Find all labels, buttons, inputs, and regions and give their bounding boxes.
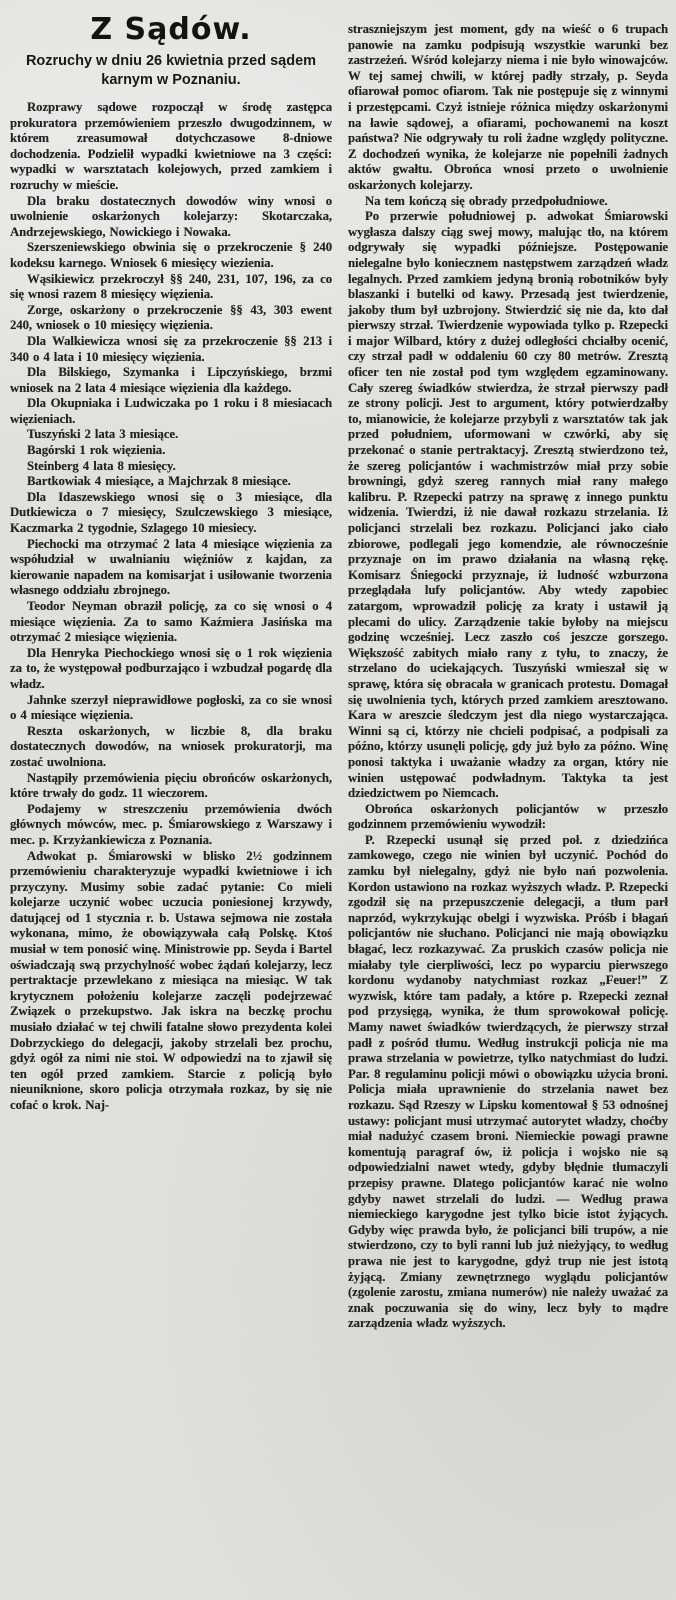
- paragraph: Bartkowiak 4 miesiące, a Majchrzak 8 miesiące.: [27, 474, 291, 489]
- paragraph: Dla Bilskiego, Szymanka i Lipczyńskiego, brzmi wniosek na 2 lata 4 miesiące więzienia dla każdego.: [10, 365, 332, 395]
- left-column: [10, 0, 332, 1114]
- paragraph: Rozprawy sądowe rozpoczął w środę zastępca prokuratora przemówieniem przeszło dwugodzinnem, w którem zreasumował dotychczasowe 8-dniowe dochodzenia. Podzielił wypadki kwietniowe na 3 części: wypadki w warsztatach kolejowych, przed zamkiem i rozruchy w mieście.: [10, 100, 332, 192]
- paragraph: Adwokat p. Śmiarowski w blisko 2½ godzinnem przemówieniu charakteryzuje wypadki kwietniowe i ich przyczyny. Musimy sobie zadać pytanie: Co mieli kolejarze uczynić wobec uczucia poniesionej krzywdy, datującej od 1 stycznia r. b. Ustawa sejmowa nie została wykonana, mimo, że obowiązywała całą Polskę. Ktoś musiał w tem ponosić winę. Ministrowie pp. Seyda i Bartel oświadczają swą przychylność wobec żądań kolejarzy, lecz pertraktacje przewlekano z miesiąca na miesiąc. W tak krytycznem położeniu kolejarze zaczęli podejrzewać Związek o przekupstwo. Jak iskra na beczkę prochu musiało działać w tej chwili fatalne słowo prezydenta kolei Dobrzyckiego do delegacji, jakoby strzelali bez prochu, gdyż ogół za nimi nie stoi. W odpowiedzi na to zjawił się ten ogół przed zamkiem. Starcie z policją było nieuniknione, skoro policja otrzymała rozkaz, by się nie cofać o krok. Naj-: [10, 848, 332, 1112]
- paragraph: Dla Henryka Piechockiego wnosi się o 1 rok więzienia za to, że występował podburzająco i wzbudzał pogardę dla władz.: [10, 645, 332, 691]
- paragraph: Dla Okupniaka i Ludwiczaka po 1 roku i 8 miesiacach więzieniach.: [10, 396, 332, 426]
- paragraph: Jahnke szerzył nieprawidłowe pogłoski, za co sie wnosi o 4 miesiące więzienia.: [10, 692, 332, 723]
- paragraph: Zorge, oskarżony o przekroczenie §§ 43, 303 ewent 240, wniosek o 10 miesięcy więzienia.: [10, 302, 332, 333]
- paragraph: Steinberg 4 lata 8 miesięcy.: [27, 458, 176, 473]
- paragraph: Wąsikiewicz przekroczył §§ 240, 231, 107, 196, za co się wnosi razem 8 miesięcy więzienia.: [10, 271, 332, 302]
- paragraph: Nastąpiły przemówienia pięciu obrońców oskarżonych, które trwały do godz. 11 wieczorem.: [10, 770, 332, 801]
- article-title: Z Sądów.: [90, 12, 252, 47]
- article-subtitle: Rozruchy w dniu 26 kwietnia przed sądem karnym w Poznaniu.: [25, 53, 317, 88]
- paragraph: Dla Idaszewskiego wnosi się o 3 miesiące, dla Dutkiewicza o 7 miesięcy, Szulczewskiego 3 miesiące, Kaczmarka 2 tygodnie, Szlagego 10 miesiecy.: [10, 489, 332, 536]
- paragraph-continuation: straszniejszym jest moment, gdy na wieść o 6 trupach panowie na zamku podpisują wszystkie warunki bez zastrzeżeń. Wśród kolejarzy niema i nie było winowajców. W tej samej chwili, w której padły strzały, p. Seyda ofiarował pomoc ofiarom. Tak nie postępuje się z winnymi i przestępcami. Czyż istnieje różnica między oskarżonymi na ławie sądowej, a ofiarami, pochowanemi na koszt państwa? Nie odgrywały tu roli żadne względy polityczne. Z dochodzeń wynika, że kolejarze nie popełnili żadnych aktów gwałtu. Obrońca wnosi przeto o uwolnienie oskarżonych kolejarzy.: [348, 22, 668, 192]
- paragraph: Teodor Neyman obraził policję, za co się wnosi o 4 miesiące więzienia. Za to samo Kaźmiera Jasińska ma otrzymać 2 miesiące więzienia.: [10, 599, 332, 645]
- paragraph: Piechocki ma otrzymać 2 lata 4 miesiące więzienia za współudział w uwalnianiu więźniów z kajdan, za kierowanie napadem na komisarjat i usiłowanie tworzenia własnego oddziału zbrojnego.: [10, 536, 332, 598]
- paragraph: Dla braku dostatecznych dowodów winy wnosi o uwolnienie oskarżonych kolejarzy: Skotarczaka, Andrzejewskiego, Nowickiego i Nowaka.: [10, 193, 332, 239]
- paragraph: Reszta oskarżonych, w liczbie 8, dla braku dostatecznych dowodów, na wniosek prokuratorji, ma zostać uwolniona.: [10, 723, 332, 769]
- paragraph: Bagórski 1 rok więzienia.: [27, 443, 166, 458]
- paragraph: Podajemy w streszczeniu przemówienia dwóch głównych mówców, mec. p. Śmiarowskiego z Warszawy i mec. p. Krzyżankiewicza z Poznania.: [10, 801, 332, 847]
- paragraph: Obrońca oskarżonych policjantów w przeszło godzinnem przemówieniu wywodził:: [348, 801, 668, 832]
- paragraph: Na tem kończą się obrady przedpołudniowe.: [365, 193, 608, 208]
- right-column: [348, 22, 668, 1332]
- paragraph: P. Rzepecki usunął się przed poł. z dziedzińca zamkowego, czego nie winien był uczynić. Pochód do zamku był nielegalny, gdyż nie było nań pozwolenia. Kordon ustawiono na rozkaz wyższych władz. P. Rzepecki zgodził się na przepuszczenie delegacji, a tłum parł naprzód, wykrzykując obelgi i wyzwiska. Próśb i błagań policjantów nie słuchano. Policjanci nie mają obowiązku błagać, lecz rozkazywać. Za pruskich czasów policja nie miałaby tyle cierpliwości, lecz po wyparciu pierwszego kordonu wydanoby natychmiast rozkaz „Feuer!” Z wyzwisk, które tam padały, a które p. Rzepecki zeznał pod przysięgą, wynika, że tłum sprowokował policję. Mamy nawet świadków twierdzących, że pierwszy strzał padł z pośród tłumu. Według instrukcji policja nie ma prawa strzelania w powietrze, tylko natychmiast do ludzi. Par. 8 regulaminu policji mówi o obowiązku użycia broni. Policja miała uprawnienie do strzelania nawet bez rozkazu. Sąd Rzeszy w Lipsku komentował § 53 odnośnej ustawy: policjant musi utrzymać autorytet władzy, choćby miał nadużyć czasem broni. Niemieckie powagi prawne komentują paragraf ów, iż policja i wojsko nie są odpowiedzialni nawet wtedy, gdyby błędnie tłumaczyli przepisy prawne. Dlatego policjantów karać nie wolno gdyby nawet strzelali do ludzi. — Według prawa niemieckiego karygodne jest tylko bicie istot żyjących. Gdyby więc prawda było, że policjanci bili trupów, a nie stwierdzono, czy to byli ranni lub już nieżyjący, to według prawa nie jest to karygodne, gdyż trup nie jest istotą żyjącą. Zmiany zewnętrznego wyglądu policjantów (zgolenie zarostu, zmiana numerów) nie należy uważać za znak poczuwania się do winy, lecz były to mądre zarządzenia władz wyższych.: [348, 832, 668, 1331]
- paragraph: Szerszeniewskiego obwinia się o przekroczenie § 240 kodeksu karnego. Wniosek 6 miesięcy wiezienia.: [10, 240, 332, 270]
- paragraph: Dla Walkiewicza wnosi się za przekroczenie §§ 213 i 340 o 4 lata i 10 miesięcy więzienia.: [10, 333, 332, 364]
- paragraph: Tuszyński 2 lata 3 miesiące.: [27, 427, 179, 442]
- paragraph: Po przerwie południowej p. adwokat Śmiarowski wygłasza dalszy ciąg swej mowy, malując tło, na którem odgrywały się wypadki późniejsze. Postępowanie nielegalne było koniecznem następstwem zarządzeń władz legalnych. Przed zamkiem jedyną bronią robotników były blaszanki i butelki od kawy. Przesadą jest twierdzenie, jakoby tłum był uzbrojony. Stwierdzić się nie da, kto dał pierwszy strzał. Twierdzenie wypowiada tylko p. Rzepecki i major Wilbard, który z dużej odległości chciałby ocenić, czy strzał padł w oddaleniu 60 czy 80 metrów. Zresztą oficer ten nie został pod tym względem egzaminowany. Cały szereg świadków stwierdza, że strzał pierwszy padł ze strony policji. Jest to argument, który potwierdzałby to, mianowicie, że kolejarze przybyli z warsztatów tak jak przed południem, uformowani w czwórki, aby się przekonać o stanie pertraktacyj. Zresztą stwierdzono też, że szereg policjantów i wachmistrzów miał przy sobie browningi, gdyż szereg rannych miał rany małego kalibru. P. Rzepecki patrzy na sprawę z innego punktu widzenia. Twierdzi, iż nie dawał rozkazu strzelania. Iż policjanci strzelali bez rozkazu. Policjanci jako ciało zbiorowe, podlegali jego komendzie, ale równocześnie przyznaje on im prawo działania na własną rękę. Komisarz Śniegocki przyznaje, iż ludność wzburzona przeglądała lufy policjantów. Aby wtedy zapobiec zatargom, wprowadził policję za kraty i ustawił ją plecami do ulicy. Zarządzenie takie byłoby na miejscu godzinę wcześniej. Lecz zaszło coś jeszcze gorszego. Większość zabitych miało rany z tyłu, to znaczy, że strzelano do uciekających. Tuszyński wmieszał się w sprawę, która się obracała w granicach protestu. Domagał się uwolnienia tych, których przed zamkiem aresztowano. Kara w areszcie śledczym jest dla niego wystarczająca. Winni są ci, którzy nie chcieli podpisać, a podpisali za późno, którzy usunęli policję, gdy już było za późno. Winę ponosi taktyka i uważanie władzy za organ, który nie winien ustępować podwładnym. Taktyka ta jest dziedzictwem po Niemcach.: [348, 209, 668, 801]
